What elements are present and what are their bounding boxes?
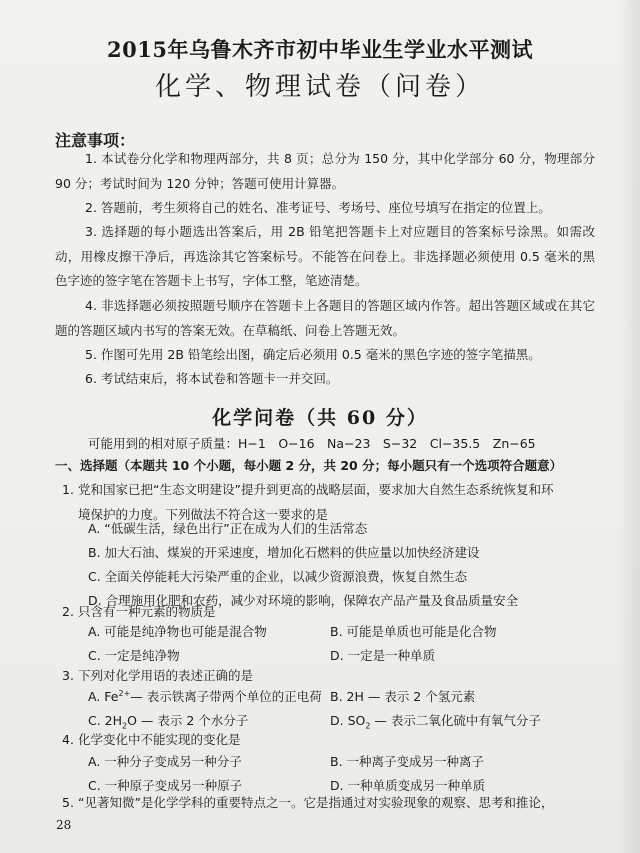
option-d: D. $SO_2$ — 表示二氧化硫中有氧气分子 [330,713,541,731]
option-a: A. 可能是纯净物也可能是混合物 [88,624,267,639]
question-3 [62,664,602,689]
question-5 [62,791,602,816]
question-4 [62,728,602,753]
note-item: 4. 非选择题必须按照题号顺序在答题卡上各题目的答题区域内作答。超出答题区域或在其它题的答题区域内书写的答案无效。在草稿纸、问卷上答题无效。 [55,298,595,338]
note-item: 2. 答题前，考生须将自己的姓名、准考证号、考场号、座位号填写在指定的位置上。 [85,200,551,215]
notes-heading: 注意事项： [55,131,136,150]
option-b: B. 2H — 表示 2 个氢元素 [330,689,476,704]
note-item: 5. 作图可先用 2B 铅笔绘出图，确定后必须用 0.5 毫米的黑色字迹的签字笔描黑。 [85,347,541,362]
question-stem: 只含有一种元素的物质是 [78,604,216,619]
option-d: D. 一种单质变成另一种单质 [330,778,486,793]
question-stem: 化学变化中不能实现的变化是 [78,732,241,747]
question-number: 4. [62,732,74,747]
exam-subtitle: 化学、物理试卷（问卷） [154,72,485,102]
question-stem: 下列对化学用语的表述正确的是 [78,668,254,683]
note-item: 1. 本试卷分化学和物理两部分，共 8 页；总分为 150 分，其中化学部分 60 分，物理部分 90 分；考试时间为 120 分钟；答题可使用计算器。 [55,151,595,191]
option-c: C. 一定是纯净物 [88,648,180,663]
question-number: 1. [62,482,74,497]
option-b: B. 一种离子变成另一种离子 [330,754,485,769]
question-stem: 党和国家已把“生态文明建设”提升到更高的战略层面，要求加大自然生态系统恢复和环 [78,482,554,497]
option-a: A. “低碳生活，绿色出行”正在成为人们的生活常态 [88,521,368,536]
option-c: C. $2H_2O$ — 表示 2 个水分子 [88,713,249,731]
option-b: B. 加大石油、煤炭的开采速度，增加化石燃料的供应量以加快经济建设 [88,545,480,560]
exam-title: 2015年乌鲁木齐市初中毕业生学业水平测试 [107,37,533,62]
part-heading: 一、选择题（本题共 10 个小题，每小题 2 分，共 20 分；每小题只有一个选项符合题意） [55,458,563,473]
note-item: 3. 选择题的每小题选出答案后，用 2B 铅笔把答题卡上对应题目的答案标号涂黑。如需改动，用橡皮擦干净后，再选涂其它答案标号。不能答在问卷上。非选择题必须使用 0.5 毫米的黑色字迹的签字笔在答题卡上书写，字体工整，笔迹清楚。 [55,224,595,288]
option-b: B. 可能是单质也可能是化合物 [330,624,497,639]
question-number: 2. [62,604,74,619]
question-stem: “见著知微”是化学学科的重要特点之一。它是指通过对实验现象的观察、思考和推论， [78,795,554,810]
page-number: 28 [56,818,72,832]
option-c: C. 全面关停能耗大污染严重的企业，以减少资源浪费，恢复自然生态 [88,569,468,584]
question-2 [62,600,602,625]
option-a: A. $Fe^{2+}—$ 表示铁离子带两个单位的正电荷 [88,688,322,704]
option-c: C. 一种原子变成另一种原子 [88,778,243,793]
atomic-masses: 可能用到的相对原子质量：H−1 O−16 Na−23 S−32 Cl−35.5 Zn−65 [88,436,536,451]
question-stem: 境保护的力度。下列做法不符合这一要求的是 [78,506,329,522]
option-d: D. 一定是一种单质 [330,648,436,663]
question-number: 5. [62,795,74,810]
option-a: A. 一种分子变成另一种分子 [88,754,242,769]
question-number: 3. [62,668,74,683]
note-item: 6. 考试结束后，将本试卷和答题卡一并交回。 [85,371,339,386]
section-title: 化学问卷（共 60 分） [212,407,428,429]
option-d: D. 合理施用化肥和农药，减少对环境的影响，保障农产品产量及食品质量安全 [88,593,519,608]
